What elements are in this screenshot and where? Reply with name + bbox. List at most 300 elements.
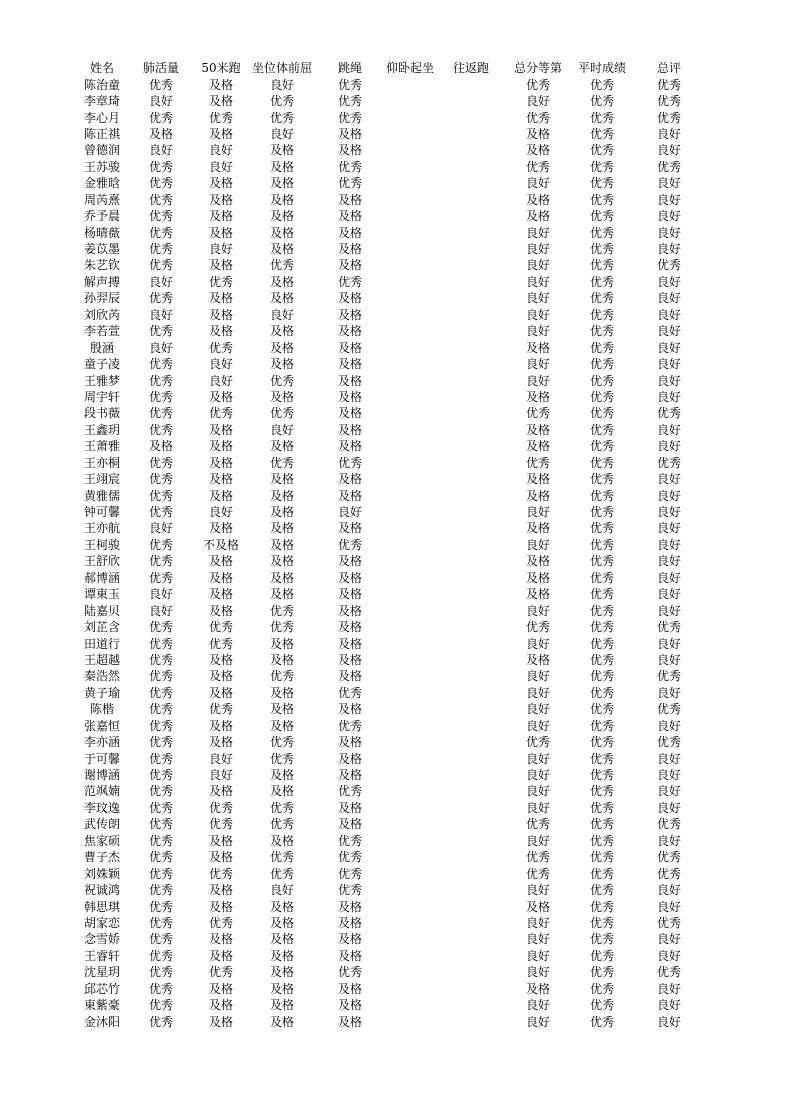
name-cell: 陈正祺	[83, 126, 120, 141]
shuttle-run-cell	[436, 816, 506, 832]
jump-rope-cell: 及格	[337, 373, 362, 388]
name-cell: 张嘉恒	[83, 718, 120, 733]
jump-rope-cell: 及格	[337, 915, 362, 930]
name-cell: 王舒欣	[83, 554, 120, 569]
jump-rope-cell: 及格	[337, 587, 362, 602]
name-cell: 黄雅儒	[83, 488, 120, 503]
margin-cell	[704, 833, 794, 849]
margin-cell	[0, 109, 76, 125]
total-grade-cell: 良好	[525, 537, 550, 552]
margin-cell	[0, 570, 76, 586]
total-grade-cell: 及格	[525, 554, 550, 569]
run-50m-cell: 及格	[208, 192, 233, 207]
overall-cell: 优秀	[656, 915, 681, 930]
margin-cell	[704, 126, 794, 142]
sit-ups-cell	[384, 964, 436, 980]
total-grade-cell: 良好	[525, 965, 550, 980]
sit-reach-cell: 及格	[269, 1014, 294, 1029]
overall-cell: 良好	[656, 899, 681, 914]
run-50m-cell: 优秀	[208, 636, 233, 651]
margin-cell	[704, 487, 794, 503]
regular-score-cell: 优秀	[589, 357, 614, 372]
margin-cell	[704, 685, 794, 701]
run-50m-cell: 及格	[208, 833, 233, 848]
lung-capacity-cell: 优秀	[148, 899, 173, 914]
sit-reach-cell: 及格	[269, 965, 294, 980]
name-cell: 李亦涵	[83, 735, 120, 750]
margin-cell	[0, 816, 76, 832]
margin-cell	[0, 537, 76, 553]
overall-cell: 良好	[656, 537, 681, 552]
table-body	[0, 76, 794, 1029]
run-50m-cell: 及格	[208, 521, 233, 536]
run-50m-cell: 及格	[208, 850, 233, 865]
shuttle-run-cell	[436, 898, 506, 914]
total-grade-cell: 良好	[525, 324, 550, 339]
sit-reach-cell: 良好	[269, 307, 294, 322]
sit-reach-cell: 及格	[269, 488, 294, 503]
sit-reach-cell: 优秀	[269, 373, 294, 388]
regular-score-cell: 优秀	[589, 883, 614, 898]
name-cell: 郝博涵	[83, 570, 120, 585]
jump-rope-cell: 及格	[337, 389, 362, 404]
run-50m-cell: 及格	[208, 77, 233, 92]
lung-capacity-cell: 及格	[148, 126, 173, 141]
overall-cell: 良好	[656, 389, 681, 404]
table-row	[0, 652, 794, 668]
regular-score-cell: 优秀	[589, 373, 614, 388]
jump-rope-cell: 优秀	[337, 176, 362, 191]
sit-reach-cell: 及格	[269, 899, 294, 914]
table-row	[0, 405, 794, 421]
sit-reach-cell: 及格	[269, 998, 294, 1013]
margin-cell	[704, 60, 794, 76]
jump-rope-cell: 及格	[337, 324, 362, 339]
margin-cell	[0, 915, 76, 931]
header-overall: 总评	[656, 61, 681, 76]
table-row	[0, 372, 794, 388]
margin-cell	[0, 619, 76, 635]
table-row	[0, 175, 794, 191]
overall-cell: 良好	[656, 948, 681, 963]
total-grade-cell: 及格	[525, 521, 550, 536]
shuttle-run-cell	[436, 915, 506, 931]
overall-cell: 优秀	[656, 735, 681, 750]
run-50m-cell: 良好	[208, 357, 233, 372]
regular-score-cell: 优秀	[589, 159, 614, 174]
margin-cell	[704, 964, 794, 980]
name-cell: 韩思琪	[83, 899, 120, 914]
jump-rope-cell: 优秀	[337, 965, 362, 980]
jump-rope-cell: 及格	[337, 998, 362, 1013]
sit-reach-cell: 及格	[269, 784, 294, 799]
lung-capacity-cell: 优秀	[148, 702, 173, 717]
margin-cell	[704, 800, 794, 816]
lung-capacity-cell: 优秀	[148, 718, 173, 733]
run-50m-cell: 优秀	[208, 965, 233, 980]
jump-rope-cell: 及格	[337, 1014, 362, 1029]
table-row	[0, 816, 794, 832]
shuttle-run-cell	[436, 685, 506, 701]
lung-capacity-cell: 优秀	[148, 652, 173, 667]
regular-score-cell: 优秀	[589, 1014, 614, 1029]
run-50m-cell: 优秀	[208, 620, 233, 635]
margin-cell	[704, 734, 794, 750]
total-grade-cell: 优秀	[525, 866, 550, 881]
jump-rope-cell: 及格	[337, 126, 362, 141]
sit-ups-cell	[384, 372, 436, 388]
regular-score-cell: 优秀	[589, 274, 614, 289]
margin-cell	[704, 948, 794, 964]
lung-capacity-cell: 优秀	[148, 324, 173, 339]
margin-cell	[704, 93, 794, 109]
jump-rope-cell: 及格	[337, 554, 362, 569]
table-row	[0, 767, 794, 783]
lung-capacity-cell: 优秀	[148, 159, 173, 174]
sit-ups-cell	[384, 339, 436, 355]
lung-capacity-cell: 良好	[148, 340, 173, 355]
sit-reach-cell: 及格	[269, 948, 294, 963]
sit-ups-cell	[384, 389, 436, 405]
table-row	[0, 882, 794, 898]
margin-cell	[0, 192, 76, 208]
run-50m-cell: 及格	[208, 291, 233, 306]
sit-reach-cell: 及格	[269, 718, 294, 733]
margin-cell	[0, 668, 76, 684]
run-50m-cell: 优秀	[208, 915, 233, 930]
margin-cell	[0, 520, 76, 536]
jump-rope-cell: 及格	[337, 521, 362, 536]
table-row	[0, 274, 794, 290]
shuttle-run-cell	[436, 931, 506, 947]
total-grade-cell: 及格	[525, 488, 550, 503]
margin-cell	[0, 175, 76, 191]
table-row	[0, 602, 794, 618]
sit-ups-cell	[384, 718, 436, 734]
overall-cell: 良好	[656, 242, 681, 257]
margin-cell	[0, 455, 76, 471]
margin-cell	[0, 356, 76, 372]
name-cell: 王翊宸	[83, 472, 120, 487]
run-50m-cell: 优秀	[208, 274, 233, 289]
header-shuttle-run: 往返跑	[452, 61, 489, 76]
shuttle-run-cell	[436, 290, 506, 306]
margin-cell	[0, 471, 76, 487]
regular-score-cell: 优秀	[589, 472, 614, 487]
table-row	[0, 323, 794, 339]
overall-cell: 良好	[656, 143, 681, 158]
margin-cell	[704, 175, 794, 191]
overall-cell: 良好	[656, 324, 681, 339]
overall-cell: 良好	[656, 587, 681, 602]
margin-cell	[0, 701, 76, 717]
shuttle-run-cell	[436, 1013, 506, 1029]
regular-score-cell: 优秀	[589, 603, 614, 618]
sit-ups-cell	[384, 175, 436, 191]
sit-reach-cell: 及格	[269, 702, 294, 717]
name-cell: 金雅晗	[83, 176, 120, 191]
regular-score-cell: 优秀	[589, 422, 614, 437]
lung-capacity-cell: 优秀	[148, 406, 173, 421]
total-grade-cell: 良好	[525, 998, 550, 1013]
lung-capacity-cell: 优秀	[148, 357, 173, 372]
name-cell: 范飒婻	[83, 784, 120, 799]
margin-cell	[0, 734, 76, 750]
header-total-grade: 总分等第	[513, 61, 562, 76]
shuttle-run-cell	[436, 668, 506, 684]
margin-cell	[704, 981, 794, 997]
sit-ups-cell	[384, 767, 436, 783]
table-row	[0, 93, 794, 109]
run-50m-cell: 及格	[208, 94, 233, 109]
margin-cell	[0, 422, 76, 438]
sit-reach-cell: 及格	[269, 537, 294, 552]
margin-cell	[0, 372, 76, 388]
table-row	[0, 849, 794, 865]
run-50m-cell: 及格	[208, 883, 233, 898]
overall-cell: 良好	[656, 784, 681, 799]
sit-reach-cell: 及格	[269, 143, 294, 158]
total-grade-cell: 良好	[525, 883, 550, 898]
margin-cell	[0, 882, 76, 898]
run-50m-cell: 及格	[208, 899, 233, 914]
table-row	[0, 241, 794, 257]
regular-score-cell: 优秀	[589, 899, 614, 914]
table-row	[0, 422, 794, 438]
sit-ups-cell	[384, 635, 436, 651]
shuttle-run-cell	[436, 734, 506, 750]
shuttle-run-cell	[436, 356, 506, 372]
total-grade-cell: 良好	[525, 307, 550, 322]
shuttle-run-cell	[436, 455, 506, 471]
shuttle-run-cell	[436, 997, 506, 1013]
name-cell: 谭東玉	[83, 587, 120, 602]
sit-ups-cell	[384, 931, 436, 947]
jump-rope-cell: 优秀	[337, 77, 362, 92]
jump-rope-cell: 及格	[337, 307, 362, 322]
overall-cell: 良好	[656, 472, 681, 487]
margin-cell	[704, 455, 794, 471]
run-50m-cell: 及格	[208, 669, 233, 684]
regular-score-cell: 优秀	[589, 800, 614, 815]
margin-cell	[704, 915, 794, 931]
overall-cell: 良好	[656, 422, 681, 437]
total-grade-cell: 及格	[525, 340, 550, 355]
table-row	[0, 635, 794, 651]
sit-reach-cell: 及格	[269, 225, 294, 240]
jump-rope-cell: 及格	[337, 143, 362, 158]
shuttle-run-cell	[436, 833, 506, 849]
sit-ups-cell	[384, 734, 436, 750]
table-row	[0, 455, 794, 471]
margin-cell	[0, 93, 76, 109]
run-50m-cell: 及格	[208, 685, 233, 700]
shuttle-run-cell	[436, 307, 506, 323]
sit-ups-cell	[384, 126, 436, 142]
overall-cell: 良好	[656, 373, 681, 388]
margin-cell	[704, 257, 794, 273]
shuttle-run-cell	[436, 487, 506, 503]
overall-cell: 良好	[656, 176, 681, 191]
shuttle-run-cell	[436, 652, 506, 668]
lung-capacity-cell: 优秀	[148, 291, 173, 306]
sit-ups-cell	[384, 438, 436, 454]
lung-capacity-cell: 优秀	[148, 965, 173, 980]
sit-ups-cell	[384, 619, 436, 635]
regular-score-cell: 优秀	[589, 915, 614, 930]
shuttle-run-cell	[436, 882, 506, 898]
shuttle-run-cell	[436, 389, 506, 405]
total-grade-cell: 及格	[525, 143, 550, 158]
sit-reach-cell: 及格	[269, 932, 294, 947]
header-sit-ups: 仰卧起坐	[385, 61, 434, 76]
sit-ups-cell	[384, 356, 436, 372]
sit-ups-cell	[384, 471, 436, 487]
jump-rope-cell: 及格	[337, 652, 362, 667]
margin-cell	[0, 142, 76, 158]
sit-reach-cell: 及格	[269, 176, 294, 191]
margin-cell	[704, 422, 794, 438]
lung-capacity-cell: 优秀	[148, 932, 173, 947]
overall-cell: 良好	[656, 357, 681, 372]
lung-capacity-cell: 优秀	[148, 209, 173, 224]
total-grade-cell: 及格	[525, 209, 550, 224]
overall-cell: 良好	[656, 981, 681, 996]
total-grade-cell: 及格	[525, 587, 550, 602]
name-cell: 王睿轩	[83, 948, 120, 963]
run-50m-cell: 及格	[208, 258, 233, 273]
margin-cell	[0, 241, 76, 257]
sit-ups-cell	[384, 224, 436, 240]
table-row	[0, 224, 794, 240]
sit-ups-cell	[384, 504, 436, 520]
sit-ups-cell	[384, 323, 436, 339]
run-50m-cell: 及格	[208, 784, 233, 799]
run-50m-cell: 良好	[208, 159, 233, 174]
sit-reach-cell: 及格	[269, 981, 294, 996]
name-cell: 王亦桐	[83, 455, 120, 470]
table-row	[0, 290, 794, 306]
sit-ups-cell	[384, 882, 436, 898]
name-cell: 王苏骏	[83, 159, 120, 174]
margin-cell	[0, 800, 76, 816]
regular-score-cell: 优秀	[589, 833, 614, 848]
total-grade-cell: 良好	[525, 768, 550, 783]
margin-cell	[704, 274, 794, 290]
run-50m-cell: 良好	[208, 373, 233, 388]
jump-rope-cell: 及格	[337, 735, 362, 750]
shuttle-run-cell	[436, 750, 506, 766]
table-row	[0, 537, 794, 553]
overall-cell: 良好	[656, 225, 681, 240]
shuttle-run-cell	[436, 635, 506, 651]
name-cell: 焦家硕	[83, 833, 120, 848]
sit-reach-cell: 及格	[269, 274, 294, 289]
name-cell: 沈星玥	[83, 965, 120, 980]
sit-ups-cell	[384, 422, 436, 438]
header-name: 姓名	[89, 61, 114, 76]
run-50m-cell: 良好	[208, 505, 233, 520]
table-row	[0, 257, 794, 273]
shuttle-run-cell	[436, 948, 506, 964]
overall-cell: 良好	[656, 554, 681, 569]
lung-capacity-cell: 优秀	[148, 488, 173, 503]
overall-cell: 良好	[656, 998, 681, 1013]
run-50m-cell: 优秀	[208, 340, 233, 355]
name-cell: 朱艺钦	[83, 258, 120, 273]
margin-cell	[0, 1013, 76, 1029]
margin-cell	[704, 224, 794, 240]
total-grade-cell: 及格	[525, 192, 550, 207]
regular-score-cell: 优秀	[589, 817, 614, 832]
sit-ups-cell	[384, 290, 436, 306]
overall-cell: 优秀	[656, 455, 681, 470]
name-cell: 東紫豪	[83, 998, 120, 1013]
sit-reach-cell: 及格	[269, 570, 294, 585]
margin-cell	[0, 208, 76, 224]
lung-capacity-cell: 优秀	[148, 242, 173, 257]
total-grade-cell: 优秀	[525, 735, 550, 750]
sit-ups-cell	[384, 783, 436, 799]
total-grade-cell: 良好	[525, 718, 550, 733]
regular-score-cell: 优秀	[589, 324, 614, 339]
jump-rope-cell: 优秀	[337, 94, 362, 109]
lung-capacity-cell: 优秀	[148, 833, 173, 848]
margin-cell	[0, 997, 76, 1013]
margin-cell	[0, 833, 76, 849]
shuttle-run-cell	[436, 76, 506, 92]
margin-cell	[704, 570, 794, 586]
jump-rope-cell: 及格	[337, 472, 362, 487]
margin-cell	[0, 602, 76, 618]
shuttle-run-cell	[436, 175, 506, 191]
shuttle-run-cell	[436, 586, 506, 602]
margin-cell	[704, 750, 794, 766]
shuttle-run-cell	[436, 718, 506, 734]
jump-rope-cell: 及格	[337, 636, 362, 651]
sit-ups-cell	[384, 257, 436, 273]
header-regular-score: 平时成绩	[577, 61, 626, 76]
lung-capacity-cell: 良好	[148, 143, 173, 158]
shuttle-run-cell	[436, 520, 506, 536]
sit-reach-cell: 及格	[269, 505, 294, 520]
shuttle-run-cell	[436, 471, 506, 487]
name-cell: 杨晴薇	[83, 225, 120, 240]
total-grade-cell: 及格	[525, 389, 550, 404]
lung-capacity-cell: 优秀	[148, 455, 173, 470]
total-grade-cell: 良好	[525, 94, 550, 109]
sit-reach-cell: 及格	[269, 636, 294, 651]
jump-rope-cell: 及格	[337, 422, 362, 437]
total-grade-cell: 良好	[525, 833, 550, 848]
total-grade-cell: 良好	[525, 669, 550, 684]
overall-cell: 良好	[656, 209, 681, 224]
table-row	[0, 668, 794, 684]
name-cell: 念雪娇	[83, 932, 120, 947]
total-grade-cell: 及格	[525, 422, 550, 437]
margin-cell	[704, 192, 794, 208]
regular-score-cell: 优秀	[589, 587, 614, 602]
jump-rope-cell: 及格	[337, 932, 362, 947]
regular-score-cell: 优秀	[589, 735, 614, 750]
margin-cell	[0, 685, 76, 701]
regular-score-cell: 优秀	[589, 620, 614, 635]
margin-cell	[704, 931, 794, 947]
lung-capacity-cell: 优秀	[148, 850, 173, 865]
margin-cell	[704, 898, 794, 914]
total-grade-cell: 良好	[525, 784, 550, 799]
total-grade-cell: 良好	[525, 636, 550, 651]
